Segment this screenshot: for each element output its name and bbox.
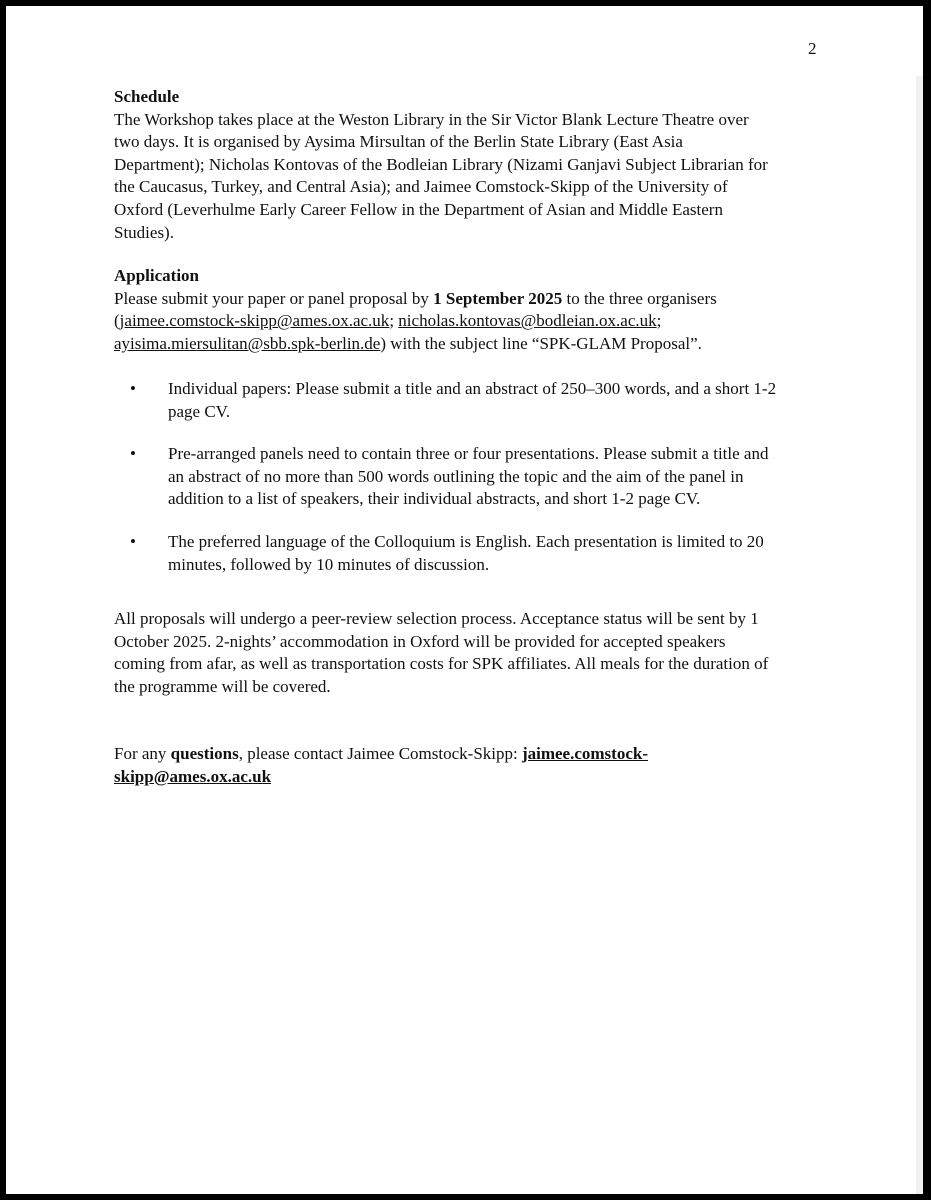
application-line-1: Please submit your paper or panel proposal by 1 September 2025 to the three organisers bbox=[114, 288, 717, 308]
list-item: • Individual papers: Please submit a title and an abstract of 250–300 words, and a short 1-2 page CV. bbox=[130, 379, 777, 421]
scrollbar-track[interactable] bbox=[916, 76, 923, 1194]
email-link-mirsultan[interactable]: ayisima.miersulitan@sbb.spk-berlin.de bbox=[114, 333, 381, 353]
questions-label: questions bbox=[170, 744, 239, 763]
bullet-icon: • bbox=[130, 379, 136, 398]
review-paragraph: All proposals will undergo a peer-review selection process. Acceptance status will be sent by 1 October 2025. 2-nights’ accommodation in Oxford will be provided for accepted speakers coming from afar, as well as transportation costs for SPK affiliates. All meals for the duration of the programme will be covered. bbox=[114, 609, 769, 696]
schedule-line: the Caucasus, Turkey, and Central Asia); and Jaimee Comstock-Skipp of the University of bbox=[114, 177, 728, 197]
document-page bbox=[6, 6, 923, 1194]
list-item: • Pre-arranged panels need to contain three or four presentations. Please submit a title and an abstract of no more than 500 words outlining the topic and the aim of the panel in addition to a list of speakers, their individual abstracts, and short 1-2 page CV. bbox=[130, 444, 769, 509]
requirements-list bbox=[114, 378, 824, 596]
schedule-heading: Schedule bbox=[114, 87, 180, 106]
contact-email-link-continued[interactable]: skipp@ames.ox.ac.uk bbox=[114, 766, 272, 786]
bullet-icon: • bbox=[130, 444, 136, 464]
page-number: 2 bbox=[808, 39, 817, 58]
application-section bbox=[114, 265, 814, 355]
application-line-2: (jaimee.comstock-skipp@ames.ox.ac.uk; nicholas.kontovas@bodleian.ox.ac.uk; bbox=[114, 311, 662, 331]
email-link-kontovas[interactable]: nicholas.kontovas@bodleian.ox.ac.uk bbox=[398, 311, 657, 331]
application-line-3: ayisima.miersulitan@sbb.spk-berlin.de) with the subject line “SPK-GLAM Proposal”. bbox=[114, 333, 702, 353]
schedule-line: The Workshop takes place at the Weston Library in the Sir Victor Blank Lecture Theatre over bbox=[114, 109, 749, 129]
schedule-line: Department); Nicholas Kontovas of the Bodleian Library (Nizami Ganjavi Subject Librarian for bbox=[114, 154, 768, 174]
application-heading: Application bbox=[114, 266, 200, 285]
list-item: • The preferred language of the Colloquium is English. Each presentation is limited to 20 minutes, followed by 10 minutes of discussion. bbox=[130, 531, 764, 574]
schedule-line: Oxford (Leverhulme Early Career Fellow in the Department of Asian and Middle Eastern bbox=[114, 199, 723, 219]
email-link-comstock-skipp[interactable]: jaimee.comstock-skipp@ames.ox.ac.uk bbox=[119, 311, 390, 331]
schedule-section bbox=[114, 86, 814, 244]
contact-paragraph: For any questions, please contact Jaimee Comstock-Skipp: jaimee.comstock- skipp@ames.ox.ac.uk bbox=[114, 744, 648, 786]
contact-email-link[interactable]: jaimee.comstock- bbox=[521, 744, 648, 763]
schedule-line: two days. It is organised by Aysima Mirsultan of the Berlin State Library (East Asia bbox=[114, 132, 683, 152]
bullet-icon: • bbox=[130, 531, 136, 551]
schedule-line: Studies). bbox=[114, 222, 174, 242]
deadline-date: 1 September 2025 bbox=[433, 288, 563, 308]
